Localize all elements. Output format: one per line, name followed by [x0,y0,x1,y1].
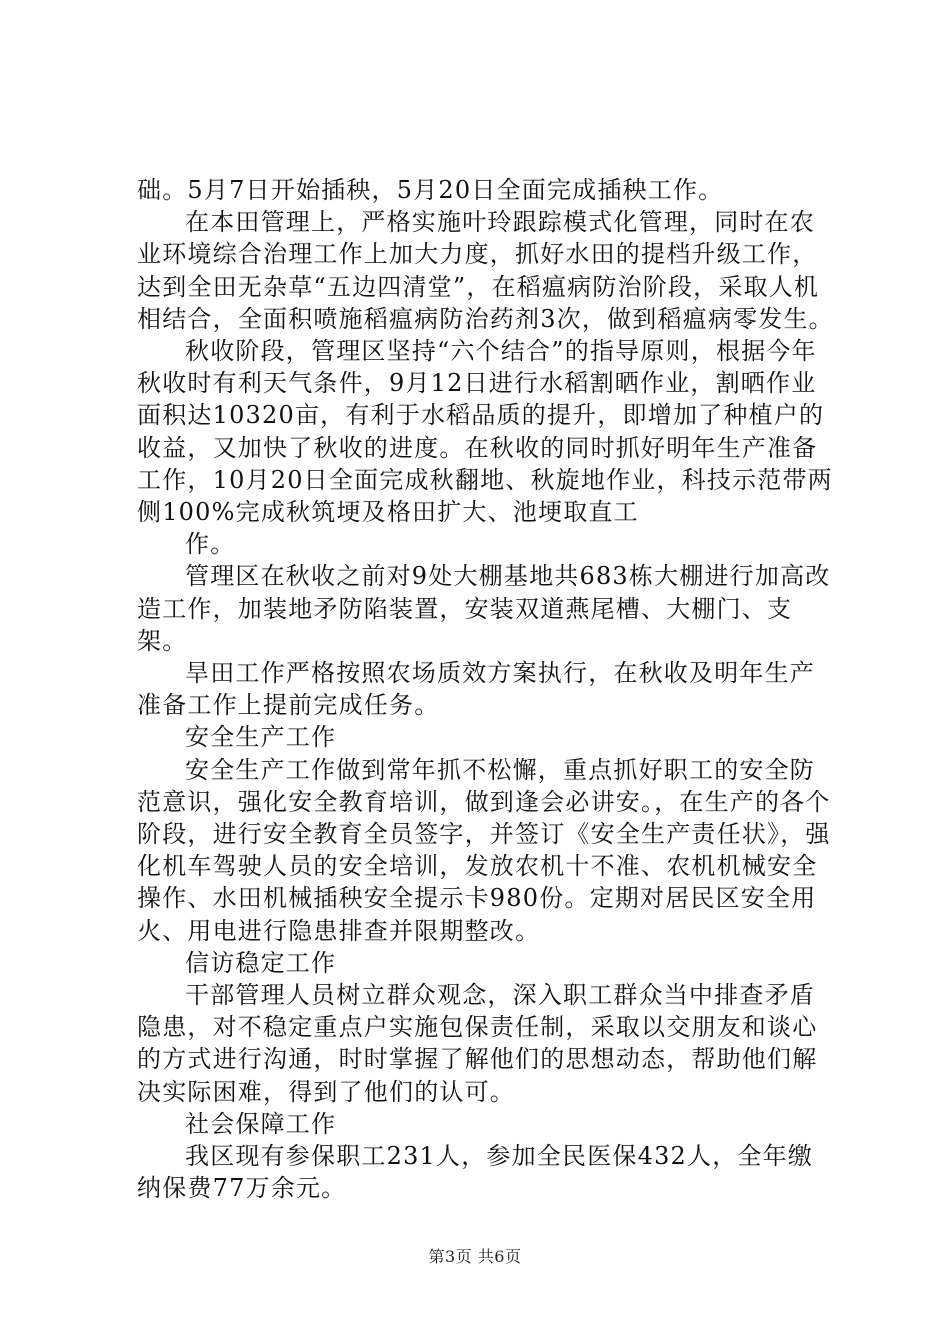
section-heading-safety: 安全生产工作 [185,723,337,752]
paragraph-autumn-harvest-tail: 作。 [185,530,236,559]
paragraph-social-security: 我区现有参保职工231人，参加全民医保432人，全年缴纳保费77万余元。 [137,1142,814,1203]
paragraph-safety: 安全生产工作做到常年抓不松懈，重点抓好职工的安全防范意识，强化安全教育培训，做到逢会必讲安。，在生产的各个阶段，进行安全教育全员签字，并签订《安全生产责任状》，强化机车驾驶人员的安全培训，发放农机十不准、农机机械安全操作、水田机械插秧安全提示卡980份。定期对居民区安全用火、用电进行隐患排查并限期整改。 [137,755,831,945]
paragraph-field-management: 在本田管理上，严格实施叶玲跟踪模式化管理，同时在农业环境综合治理工作上加大力度，抓好水田的提档升级工作，达到全田无杂草“五边四清堂”，在稻瘟病防治阶段，采取人机相结合，全面积喷施稻瘟病防治药剂3次，做到稻瘟病零发生。 [137,208,834,333]
section-heading-social-security: 社会保障工作 [185,1109,337,1138]
paragraph-autumn-harvest: 秋收阶段，管理区坚持“六个结合”的指导原则，根据今年秋收时有利天气条件，9月12日进行水稻割晒作业，割晒作业面积达10320亩，有利于水稻品质的提升，即增加了种植户的收益，又加快了秋收的进度。在秋收的同时抓好明年生产准备工作，10月20日全面完成秋翻地、秋旋地作业，科技示范带两侧100%完成秋筑埂及格田扩大、池埂取直工 [137,337,833,527]
page-number-footer: 第3页 共6页 [428,1247,522,1266]
paragraph-continuation: 础。5月7日开始插秧，5月20日全面完成插秧工作。 [137,176,724,204]
paragraph-greenhouse: 管理区在秋收之前对9处大棚基地共683栋大棚进行加高改造工作，加装地矛防陷装置，安装双道燕尾槽、大棚门、支架。 [137,562,831,655]
paragraph-dry-field: 旱田工作严格按照农场质效方案执行，在秋收及明年生产准备工作上提前完成任务。 [137,659,815,720]
paragraph-petition: 干部管理人员树立群众观念，深入职工群众当中排查矛盾隐患，对不稳定重点户实施包保责任制，采取以交朋友和谈心的方式进行沟通，时时掌握了解他们的思想动态，帮助他们解决实际困难，得到了他们的认可。 [137,981,818,1106]
document-body [137,174,837,1205]
section-heading-petition: 信访稳定工作 [185,948,337,977]
